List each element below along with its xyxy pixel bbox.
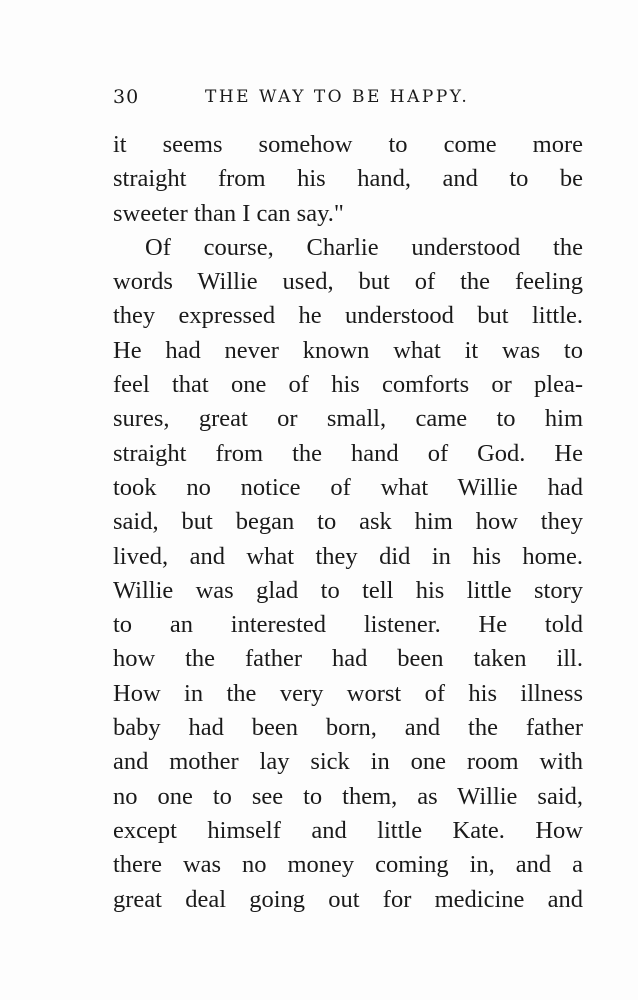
- text-line: straight from the hand of God. He: [113, 439, 583, 467]
- text-line: it seems somehow to come more: [113, 131, 583, 158]
- text-line: sweeter than I can say.": [113, 199, 344, 227]
- text-line: except himself and little Kate. How: [113, 816, 583, 844]
- text-line: lived, and what they did in his home.: [113, 542, 583, 570]
- text-line: Willie was glad to tell his little story: [113, 576, 583, 604]
- text-line: how the father had been taken ill.: [113, 645, 583, 673]
- text-line: no one to see to them, as Willie said,: [113, 782, 583, 810]
- text-line: How in the very worst of his illness: [113, 679, 583, 707]
- text-line: and mother lay sick in one room with: [113, 748, 583, 776]
- text-line: He had never known what it was to: [113, 336, 583, 364]
- text-line: to an interested listener. He told: [113, 611, 583, 639]
- page-header: [113, 86, 583, 112]
- text-line: great deal going out for medicine and: [113, 885, 583, 913]
- text-line: Of course, Charlie understood the: [145, 233, 583, 261]
- text-line: took no notice of what Willie had: [113, 473, 583, 501]
- text-line: sures, great or small, came to him: [113, 405, 583, 433]
- body-text: [113, 128, 583, 917]
- text-line: words Willie used, but of the feeling: [113, 268, 583, 296]
- text-line: they expressed he understood but little.: [113, 302, 583, 330]
- text-line: there was no money coming in, and a: [113, 851, 583, 879]
- text-line: said, but began to ask him how they: [113, 508, 583, 536]
- running-head: THE WAY TO BE HAPPY.: [205, 87, 470, 107]
- text-line: feel that one of his comforts or plea-: [113, 371, 583, 399]
- text-line: baby had been born, and the father: [113, 714, 583, 742]
- page-number: 30: [113, 86, 140, 108]
- text-line: straight from his hand, and to be: [113, 165, 583, 193]
